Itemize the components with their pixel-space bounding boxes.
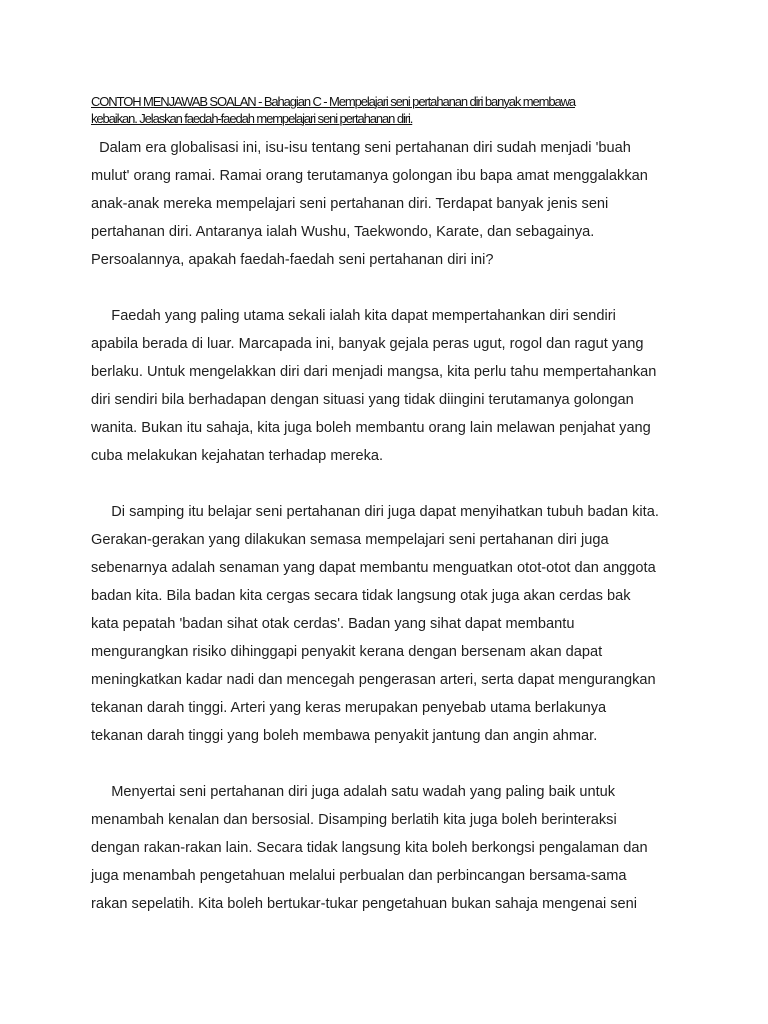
paragraph-4-line: juga menambah pengetahuan melalui perbualan dan perbincangan bersama-sama [91,868,627,884]
paragraph-3-line: meningkatkan kadar nadi dan mencegah pengerasan arteri, serta dapat mengurangkan [91,672,656,688]
paragraph-3-line: mengurangkan risiko dihinggapi penyakit kerana dengan bersenam akan dapat [91,644,603,660]
paragraph-3-line: kata pepatah 'badan sihat otak cerdas'. Badan yang sihat dapat membantu [91,616,575,632]
document-heading [91,93,651,127]
paragraph-2-line: wanita. Bukan itu sahaja, kita juga boleh membantu orang lain melawan penjahat yang [91,420,651,436]
paragraph-1-line: Dalam era globalisasi ini, isu-isu tentang seni pertahanan diri sudah menjadi 'buah [91,140,631,156]
paragraph-3-line: Di samping itu belajar seni pertahanan diri juga dapat menyihatkan tubuh badan kita. [91,504,659,520]
paragraph-2-line: Faedah yang paling utama sekali ialah kita dapat mempertahankan diri sendiri [91,308,616,324]
paragraph-4-line: Menyertai seni pertahanan diri juga adalah satu wadah yang paling baik untuk [91,784,616,800]
paragraph-4-line: menambah kenalan dan bersosial. Disamping berlatih kita juga boleh berinteraksi [91,812,617,828]
heading-line: CONTOH MENJAWAB SOALAN - Bahagian C - Mempelajari seni pertahanan diri banyak membawa [91,94,576,109]
paragraph-4-line: dengan rakan-rakan lain. Secara tidak langsung kita boleh berkongsi pengalaman dan [91,840,648,856]
paragraph-3-line: Gerakan-gerakan yang dilakukan semasa mempelajari seni pertahanan diri juga [91,532,609,548]
paragraph-1-line: Persoalannya, apakah faedah-faedah seni pertahanan diri ini? [91,252,494,268]
paragraph-2-line: apabila berada di luar. Marcapada ini, banyak gejala peras ugut, rogol dan ragut yang [91,336,644,352]
paragraph-2-line: berlaku. Untuk mengelakkan diri dari menjadi mangsa, kita perlu tahu mempertahankan [91,364,657,380]
heading-line: kebaikan. Jelaskan faedah-faedah mempelajari seni pertahanan diri. [91,111,413,126]
paragraph-3-line: badan kita. Bila badan kita cergas secara tidak langsung otak juga akan cerdas bak [91,588,631,604]
paragraph-3-line: tekanan darah tinggi. Arteri yang keras merupakan penyebab utama berlakunya [91,700,607,716]
paragraph-3-line: sebenarnya adalah senaman yang dapat membantu menguatkan otot-otot dan anggota [91,560,656,576]
paragraph-4-line: rakan sepelatih. Kita boleh bertukar-tukar pengetahuan bukan sahaja mengenai seni [91,896,638,912]
paragraph-1-line: mulut' orang ramai. Ramai orang terutamanya golongan ibu bapa amat menggalakkan [91,168,648,184]
paragraph-2-line: cuba melakukan kejahatan terhadap mereka. [91,448,384,464]
paragraph-2-line: diri sendiri bila berhadapan dengan situasi yang tidak diingini terutamanya golongan [91,392,634,408]
paragraph-1-line: anak-anak mereka mempelajari seni pertahanan diri. Terdapat banyak jenis seni [91,196,609,212]
paragraph-1-line: pertahanan diri. Antaranya ialah Wushu, Taekwondo, Karate, dan sebagainya. [91,224,595,240]
paragraph-3-line: tekanan darah tinggi yang boleh membawa penyakit jantung dan angin ahmar. [91,728,598,744]
